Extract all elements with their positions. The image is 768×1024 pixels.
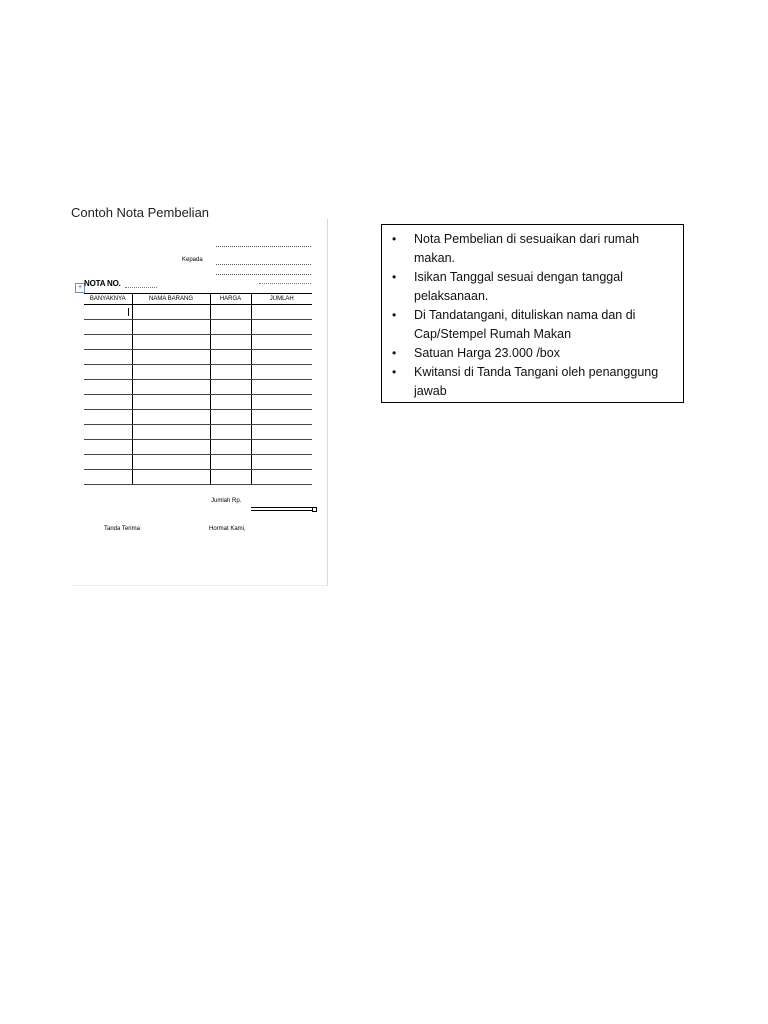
date-line — [259, 283, 311, 284]
table-cell[interactable] — [132, 365, 210, 380]
table-row — [84, 365, 312, 380]
tanda-terima-label: Tanda Terima — [104, 526, 140, 532]
table-cell[interactable] — [210, 395, 251, 410]
table-cell[interactable] — [210, 410, 251, 425]
nota-no-line — [125, 287, 157, 288]
table-row — [84, 320, 312, 335]
table-cell[interactable] — [132, 350, 210, 365]
table-cell[interactable] — [251, 335, 312, 350]
table-cell[interactable] — [210, 380, 251, 395]
column-header: HARGA — [210, 294, 251, 305]
table-row — [84, 380, 312, 395]
table-cell[interactable] — [210, 335, 251, 350]
hormat-kami-label: Hormat Kami, — [209, 526, 246, 532]
table-cell[interactable] — [84, 425, 132, 440]
table-cell[interactable] — [251, 395, 312, 410]
column-header: NAMA BARANG — [132, 294, 210, 305]
table-cell[interactable] — [210, 350, 251, 365]
table-cell[interactable] — [210, 470, 251, 485]
column-header: JUMLAH — [251, 294, 312, 305]
list-item: • Di Tandatangani, dituliskan nama dan di Cap/Stempel Rumah Makan — [392, 308, 636, 341]
table-cell[interactable] — [132, 335, 210, 350]
kepada-label: Kepada — [182, 257, 203, 263]
address-line-3 — [216, 274, 311, 275]
table-cell[interactable] — [251, 410, 312, 425]
table-cell[interactable] — [132, 380, 210, 395]
text-cursor — [128, 308, 129, 316]
address-line-2 — [216, 264, 311, 265]
table-cell[interactable] — [210, 425, 251, 440]
table-cell[interactable] — [251, 320, 312, 335]
notes-list — [390, 230, 675, 401]
table-cell[interactable] — [251, 470, 312, 485]
table-row — [84, 410, 312, 425]
jumlah-label: Jumlah Rp. — [211, 498, 242, 504]
table-cell[interactable] — [210, 455, 251, 470]
table-cell[interactable] — [84, 320, 132, 335]
table-cell[interactable] — [84, 305, 132, 320]
table-cell[interactable] — [132, 470, 210, 485]
bullet-icon: • — [392, 270, 397, 284]
table-cell[interactable] — [84, 470, 132, 485]
table-cell[interactable] — [251, 305, 312, 320]
nota-no-label: NOTA NO. — [84, 279, 121, 288]
table-cell[interactable] — [210, 365, 251, 380]
list-item: • Satuan Harga 23.000 /box — [390, 344, 675, 363]
table-cell[interactable] — [84, 335, 132, 350]
table-cell[interactable] — [210, 440, 251, 455]
table-cell[interactable] — [84, 380, 132, 395]
table-cell[interactable] — [251, 440, 312, 455]
table-cell[interactable] — [210, 320, 251, 335]
table-move-handle-icon[interactable]: + — [75, 283, 85, 293]
resize-handle-icon[interactable] — [312, 507, 317, 512]
list-item: • Isikan Tanggal sesuai dengan tanggal pelaksanaan. — [392, 270, 623, 303]
table-cell[interactable] — [132, 440, 210, 455]
table-cell[interactable] — [251, 425, 312, 440]
table-cell[interactable] — [132, 320, 210, 335]
table-cell[interactable] — [132, 395, 210, 410]
nota-table — [84, 293, 312, 485]
bullet-icon: • — [392, 232, 397, 246]
bullet-icon: • — [392, 346, 397, 360]
table-row — [84, 440, 312, 455]
table-cell[interactable] — [251, 455, 312, 470]
table-cell[interactable] — [210, 305, 251, 320]
table-header-row — [84, 294, 312, 305]
bullet-icon: • — [392, 308, 397, 322]
table-cell[interactable] — [251, 350, 312, 365]
address-line-1 — [216, 246, 311, 247]
table-row — [84, 425, 312, 440]
table-cell[interactable] — [132, 410, 210, 425]
table-row — [84, 335, 312, 350]
table-row — [84, 470, 312, 485]
jumlah-field — [251, 507, 314, 511]
table-cell[interactable] — [251, 365, 312, 380]
list-item: • Kwitansi di Tanda Tangani oleh penanggung jawab — [392, 365, 659, 398]
table-row — [84, 455, 312, 470]
table-cell[interactable] — [132, 455, 210, 470]
table-cell[interactable] — [84, 365, 132, 380]
page-heading: Contoh Nota Pembelian — [71, 205, 210, 220]
list-item: • Nota Pembelian di sesuaikan dari rumah makan. — [392, 232, 640, 265]
table-cell[interactable] — [84, 395, 132, 410]
table-cell[interactable] — [84, 410, 132, 425]
bullet-icon: • — [392, 365, 397, 379]
table-cell[interactable] — [84, 440, 132, 455]
column-header: BANYAKNYA — [84, 294, 132, 305]
table-row — [84, 395, 312, 410]
table-cell[interactable] — [84, 455, 132, 470]
table-cell[interactable] — [132, 305, 210, 320]
notes-box — [381, 224, 684, 403]
table-cell[interactable] — [132, 425, 210, 440]
table-row — [84, 305, 312, 320]
nota-image — [71, 219, 328, 586]
table-row — [84, 350, 312, 365]
table-cell[interactable] — [84, 350, 132, 365]
table-cell[interactable] — [251, 380, 312, 395]
